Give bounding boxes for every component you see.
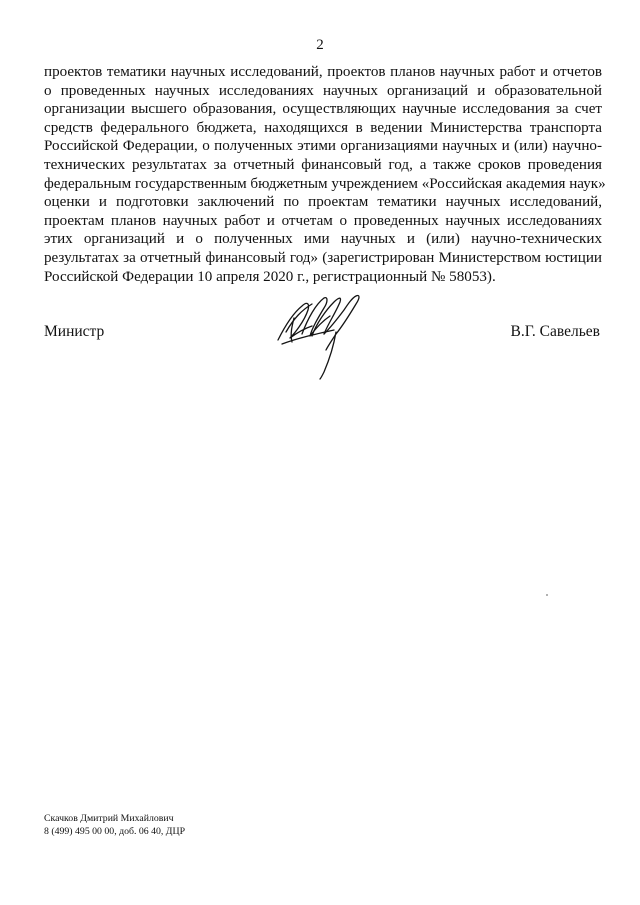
body-line: этих организаций и о полученных ими научных и (или) научно-технических — [44, 231, 602, 248]
body-line: проектов тематики научных исследований, проектов планов научных работ и отчетов — [44, 64, 602, 80]
body-line: Российской Федерации 10 апреля 2020 г., регистрационный № 58053). — [44, 268, 496, 285]
body-line: проектам планов научных работ и отчетам о проведенных научных исследованиях — [44, 212, 602, 229]
body-line: Российской Федерации, о полученных этими организациями научных и (или) научно- — [44, 138, 602, 155]
signatory-position: Министр — [44, 323, 105, 340]
body-line: результатах за отчетный финансовый год» (зарегистрирован Министерством юстиции — [44, 249, 602, 266]
body-line: средств федерального бюджета, находящихся в ведении Министерства транспорта — [44, 119, 602, 136]
executor-block — [44, 813, 185, 838]
page-number: 2 — [316, 37, 324, 53]
executor-name: Скачков Дмитрий Михайлович — [44, 813, 174, 824]
body-paragraph — [44, 63, 606, 286]
body-line: федеральным государственным бюджетным учреждением «Российская академия наук» — [44, 175, 606, 192]
executor-phone: 8 (499) 495 00 00, доб. 06 40, ДЦР — [44, 825, 186, 837]
scan-artifact — [546, 594, 548, 596]
body-line: оценки и подготовки заключений по проектам тематики научных исследований, — [44, 194, 602, 211]
body-line: о проведенных научных исследованиях научных организаций и образовательной — [44, 82, 602, 99]
body-line: организации высшего образования, осуществляющих научные исследования за счет — [44, 101, 602, 118]
handwritten-signature — [272, 288, 372, 380]
signatory-name: В.Г. Савельев — [510, 323, 600, 340]
body-line: технических результатах за отчетный финансовый год, а также сроков проведения — [44, 156, 602, 173]
